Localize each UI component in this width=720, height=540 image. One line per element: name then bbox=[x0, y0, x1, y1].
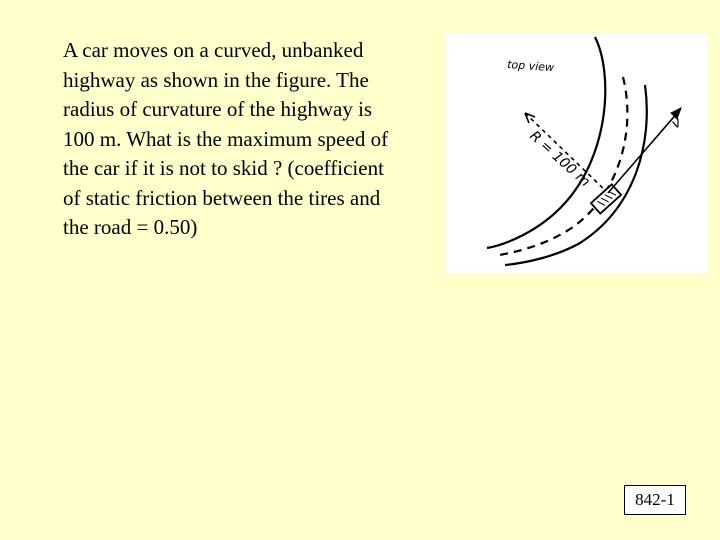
problem-line: highway as shown in the figure. The bbox=[63, 67, 369, 92]
velocity-arrow bbox=[608, 111, 679, 193]
problem-line: radius of curvature of the highway is bbox=[63, 97, 373, 121]
problem-line: 100 m. What is the maximum speed of bbox=[63, 126, 389, 151]
problem-statement bbox=[63, 36, 443, 243]
problem-line: the car if it is not to skid ? (coefficient bbox=[63, 156, 384, 180]
highway-figure bbox=[445, 33, 707, 273]
problem-line: of static friction between the tires and bbox=[63, 185, 381, 210]
velocity-label: v bbox=[669, 114, 685, 133]
problem-line: A car moves on a curved, unbanked bbox=[63, 38, 364, 62]
highway-diagram bbox=[445, 33, 707, 273]
top-view-label: top view bbox=[506, 58, 555, 75]
slide-number-box bbox=[624, 485, 686, 515]
radius-label: R = 100 m bbox=[526, 128, 593, 191]
slide-number: 842-1 bbox=[635, 490, 675, 509]
problem-line: the road = 0.50) bbox=[63, 215, 198, 239]
